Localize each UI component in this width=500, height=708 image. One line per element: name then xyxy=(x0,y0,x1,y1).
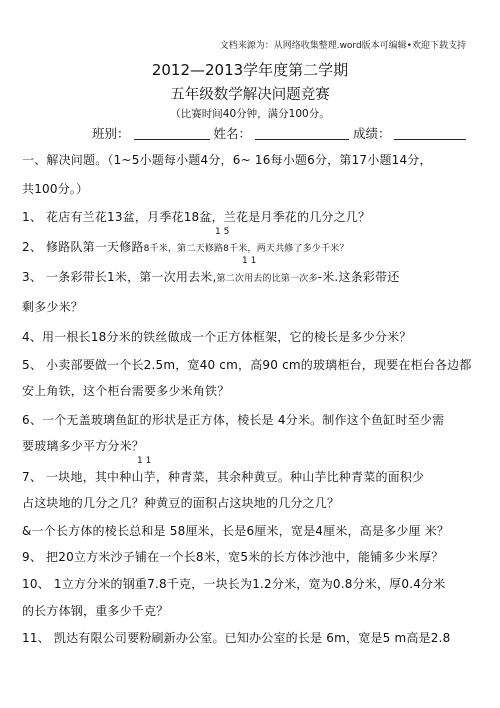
question-7-fraction: 1 1 xyxy=(137,456,152,466)
question-2-text: 2、 修路队第一天修路 xyxy=(22,240,144,254)
question-3 xyxy=(22,268,399,285)
question-3-fraction: 1 1 xyxy=(242,256,257,266)
question-9: 9、 把20立方米沙子铺在一个长8米，宽5米的长方体沙池中，能铺多少米厚？ xyxy=(22,550,444,564)
question-2-fraction: 1 5 xyxy=(215,227,230,237)
question-1: 1、 花店有兰花13盆，月季花18盆，兰花是月季花的几分之几？ xyxy=(22,210,371,224)
source-note: 文档来源为：从网络收集整理.word版本可编辑•欢迎下载支持 xyxy=(219,41,466,51)
question-2-small: 8千米，第二天修路8千米，两天共修了多少千米？ xyxy=(143,244,349,254)
question-3-end: -米.这条彩带还 xyxy=(317,270,400,284)
score-label: 成绩： xyxy=(352,126,391,141)
section-heading-cont: 共100分。） xyxy=(22,182,89,196)
question-2 xyxy=(22,238,349,255)
question-7: 7、 一块地，其中种山芋，种青菜，其余种黄豆。种山芋比种青菜的面积少 xyxy=(22,470,425,484)
section-heading: 一、解决问题。（1~5小题每小题4分，6~ 16每小题6分，第17小题14分， xyxy=(22,153,432,167)
name-label: 姓名： xyxy=(213,126,251,141)
question-7-cont: 占这块地的几分之几？种黄豆的面积占这块地的几分之几？ xyxy=(22,496,340,510)
question-6: 6、一个无盖玻璃鱼缸的形状是正方体，棱长是 4分米。制作这个鱼缸时至少需 xyxy=(22,413,445,427)
question-3-small: 第二次用去的比第一次多 xyxy=(216,274,318,284)
question-8: &一个长方体的棱长总和是 58厘米，长是6厘米，宽是4厘米，高是多少厘 米？ xyxy=(22,524,450,538)
document-subtitle: 五年级数学解决问题竞赛 xyxy=(170,87,330,103)
name-blank xyxy=(255,127,349,140)
question-4: 4、用一根长18分米的铁丝做成一个正方体框架，它的棱长是多少分米？ xyxy=(22,330,412,344)
question-3-cont: 剩多少米？ xyxy=(22,300,84,314)
question-5-cont: 安上角铁，这个柜台需要多少米角铁？ xyxy=(22,384,230,398)
question-10: 10、 1立方分米的钢重7.8千克，一块长为1.2分米，宽为0.8分米，厚0.4分米 xyxy=(22,577,446,591)
class-blank xyxy=(134,127,210,140)
question-6-cont: 要玻璃多少平方分米？ xyxy=(22,439,145,453)
class-label: 班别： xyxy=(92,126,130,141)
question-5: 5、 小卖部要做一个长2.5m，宽40 cm，高90 cm的玻璃柜台，现要在柜台各边都 xyxy=(22,358,472,372)
question-3-text: 3、 一条彩带长1米，第一次用去米, xyxy=(22,270,217,284)
score-blank xyxy=(394,127,466,140)
document-title: 2012—2013学年度第二学期 xyxy=(151,61,349,79)
exam-rule: （比赛时间40分钟，满分100分。 xyxy=(170,108,330,120)
student-info-row xyxy=(92,124,466,142)
question-11: 11、 凯达有限公司要粉刷新办公室。已知办公室的长是 6m，宽是5 m高是2.8 xyxy=(22,631,451,645)
question-10-cont: 的长方体钢，重多少千克？ xyxy=(22,604,169,618)
